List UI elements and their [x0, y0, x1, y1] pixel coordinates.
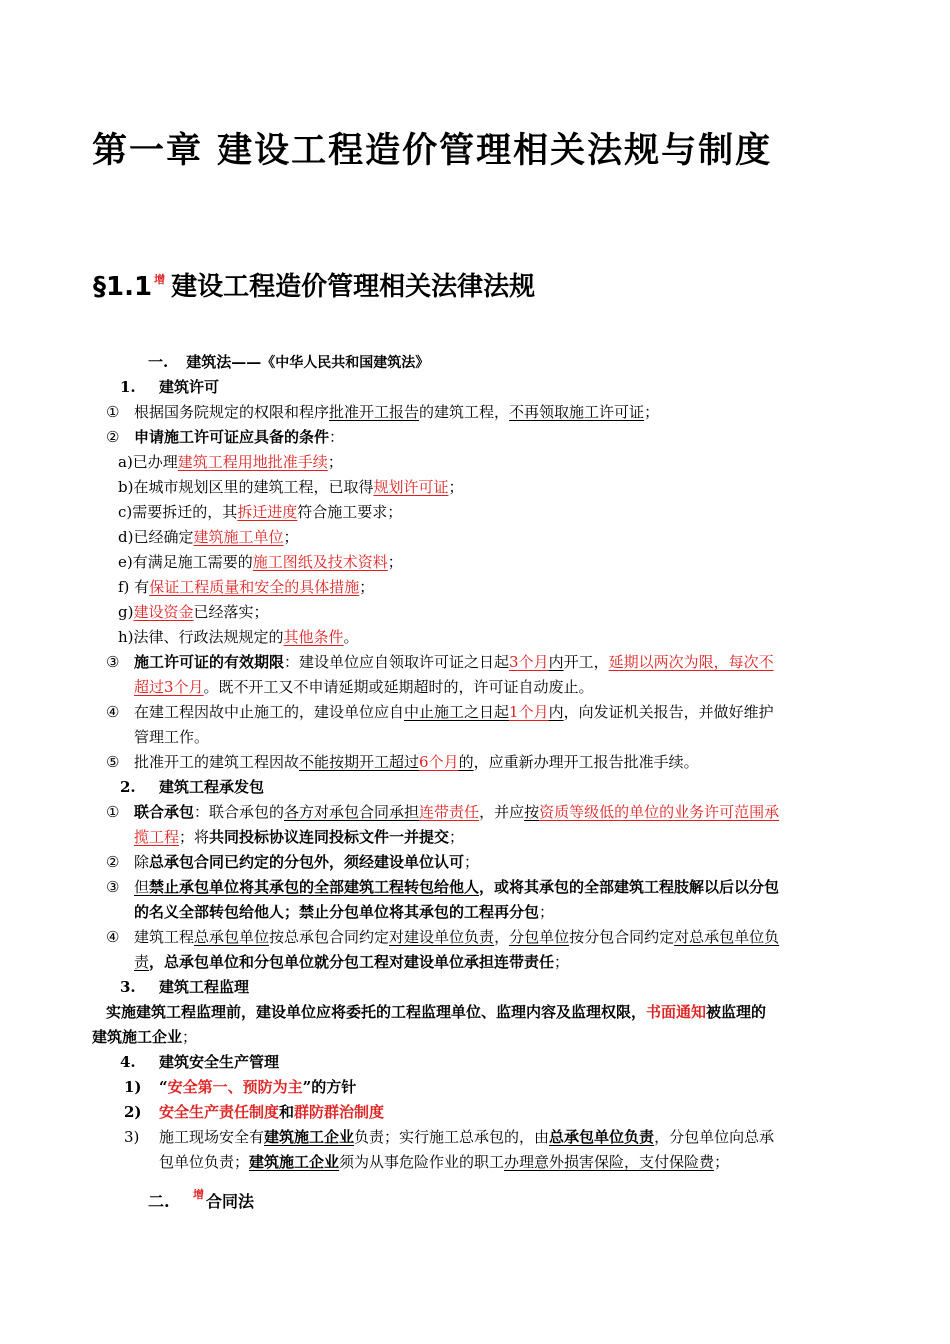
section-heading: [93, 262, 535, 305]
section-number: §1.1: [93, 272, 153, 302]
paragraph-q2: ② 除总承包合同已约定的分包外，须经建设单位认可；: [106, 853, 480, 871]
list-item-a: a)已办理建筑工程用地批准手续；: [118, 453, 343, 471]
list-item-h: h)法律、行政法规规定的其他条件。: [118, 628, 359, 646]
added-marker: 增: [193, 1188, 204, 1201]
paragraph-q4-cont: 责，总承包单位和分包单位就分包工程对建设单位承担连带责任；: [134, 953, 570, 971]
subheading-2: 2. 建筑工程承发包: [120, 778, 265, 796]
item-r3-cont: 包单位负责；建筑施工企业须为从事危险作业的职工办理意外损害保险，支付保险费；: [159, 1153, 730, 1171]
subheading-3: 3. 建筑工程监理: [120, 978, 250, 996]
subheading-1: 1. 建筑许可: [120, 378, 220, 396]
list-item-f: f) 有保证工程质量和安全的具体措施；: [118, 578, 375, 596]
paragraph-3-cont: 超过3个月。既不开工又不申请延期或延期超时的，许可证自动废止。: [134, 678, 594, 696]
paragraph-q1-cont: 揽工程；将共同投标协议连同投标文件一并提交；: [134, 828, 465, 846]
chapter-title: 第一章 建设工程造价管理相关法规与制度: [92, 131, 773, 171]
item-r1: 1) “安全第一、预防为主”的方针: [124, 1078, 357, 1096]
list-item-c: c)需要拆迁的，其拆迁进度符合施工要求；: [118, 503, 403, 521]
added-marker: 增: [154, 273, 166, 286]
paragraph-3: ③ 施工许可证的有效期限：建设单位应自领取许可证之日起3个月内开工，延期以两次为限，每次不: [106, 653, 774, 671]
paragraph-q1: ① 联合承包：联合承包的各方对承包合同承担连带责任，并应按资质等级低的单位的业务许可范围承: [106, 803, 780, 821]
part-heading-1: 一. 建筑法——《中华人民共和国建筑法》: [148, 353, 430, 371]
paragraph-q3-cont: 的名义全部转包给他人；禁止分包单位将其承包的工程再分包；: [134, 903, 555, 921]
item-r2: 2) 安全生产责任制度和群防群治制度: [124, 1103, 385, 1121]
paragraph-5: ⑤ 批准开工的建筑工程因故不能按期开工超过6个月的，应重新办理开工报告批准手续。: [106, 753, 699, 771]
paragraph-q3: ③ 但禁止承包单位将其承包的全部建筑工程转包给他人，或将其承包的全部建筑工程肢解以后以分包: [106, 878, 780, 896]
paragraph-1: ① 根据国务院规定的权限和程序批准开工报告的建筑工程，不再领取施工许可证；: [106, 403, 660, 421]
paragraph-q4: ④ 建筑工程总承包单位按总承包合同约定对建设单位负责，分包单位按分包合同约定对总承包单位负: [106, 928, 780, 946]
list-item-d: d)已经确定建筑施工单位；: [118, 528, 299, 546]
subheading-4: 4. 建筑安全生产管理: [120, 1053, 280, 1071]
list-item-b: b)在城市规划区里的建筑工程，已取得规划许可证；: [118, 478, 464, 496]
paragraph-2: ② 申请施工许可证应具备的条件：: [106, 428, 345, 446]
list-item-e: e)有满足施工需要的施工图纸及技术资料；: [118, 553, 403, 571]
paragraph-4-cont: 管理工作。: [134, 728, 210, 746]
paragraph-s3-cont: 建筑施工企业；: [92, 1028, 198, 1046]
list-item-g: g)建设资金已经落实；: [118, 603, 269, 621]
paragraph-s3: 实施建筑工程监理前，建设单位应将委托的工程监理单位、监理内容及监理权限，书面通知被监理的: [106, 1003, 767, 1021]
item-r3: 3) 施工现场安全有建筑施工企业负责；实行施工总承包的，由总承包单位负责，分包单位向总承: [124, 1128, 775, 1146]
part-heading-2: 二. $^增$ 合同法: [148, 1188, 255, 1211]
section-title: 建设工程造价管理相关法律法规: [171, 272, 536, 302]
paragraph-4: ④ 在建工程因故中止施工的，建设单位应自中止施工之日起1个月内，向发证机关报告，并做好维护: [106, 703, 774, 721]
